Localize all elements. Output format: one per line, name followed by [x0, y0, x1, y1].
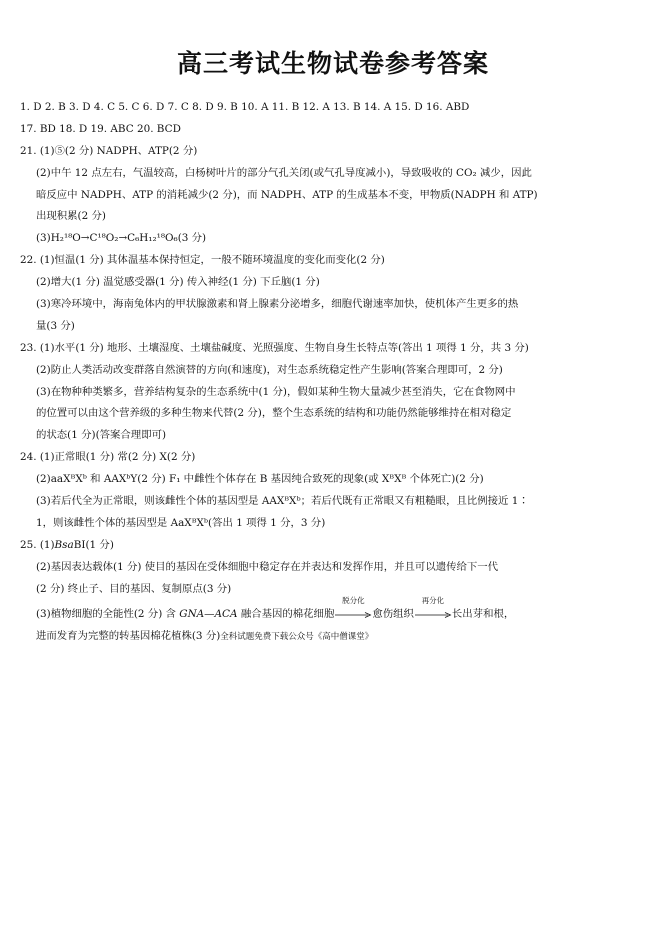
- q21-part2-line2: 暗反应中 NADPH、ATP 的消耗减少(2 分)，而 NADPH、ATP 的生成基本不变，甲物质(NADPH 和 ATP): [36, 188, 538, 201]
- watermark-text: 全科试题免费下载公众号《高中僧课堂》: [220, 632, 374, 643]
- mc-answers-line-1: 1. D 2. B 3. D 4. C 5. C 6. D 7. C 8. D 9. B 10. A 11. B 12. A 13. B 14. A 15. D 16. ABD: [20, 101, 470, 113]
- arrow-right-icon: [415, 612, 451, 618]
- q24-part3-line2: 1，则该雌性个体的基因型是 AaXᴮXᵇ(答出 1 项得 1 分，3 分): [36, 516, 326, 529]
- q24-part1: 24. (1)正常眼(1 分) 常(2 分) X(2 分): [20, 451, 196, 464]
- q25-part3-text-c: 愈伤组织: [372, 608, 414, 621]
- q25-part3-line2: [20, 626, 646, 648]
- dedifferentiation-arrow: [335, 596, 371, 621]
- q24-part2: (2)aaXᴮXᵇ 和 AAXᵇY(2 分) F₁ 中雌性个体存在 B 基因纯合致死的现象(或 XᴮXᴮ 个体死亡)(2 分): [36, 473, 484, 486]
- mc-answers-line-2: 17. BD 18. D 19. ABC 20. BCD: [20, 122, 181, 135]
- redifferentiation-arrow: [415, 596, 451, 621]
- q24-part3-line1: (3)若后代全为正常眼，则该雌性个体的基因型是 AAXᴮXᵇ；若后代既有正常眼又有粗糙眼，且比例接近 1∶: [36, 495, 529, 508]
- q22-part2: (2)增大(1 分) 温觉感受器(1 分) 传入神经(1 分) 下丘脑(1 分): [36, 276, 320, 289]
- q23-part1: 23. (1)水平(1 分) 地形、土壤湿度、土壤盐碱度、光照强度、生物自身生长特点等(答出 1 项得 1 分，共 3 分): [20, 341, 529, 354]
- q25-part1: [20, 535, 646, 557]
- answer-body: [20, 97, 646, 648]
- q25-part1-suffix: BⅠ(1 分): [73, 538, 114, 551]
- q22-part1: 22. (1)恒温(1 分) 其体温基本保持恒定，一般不随环境温度的变化而变化(2 分): [20, 254, 385, 267]
- q25-part2-line2: (2 分) 终止子、目的基因、复制原点(3 分): [36, 582, 232, 595]
- q25-part3-text-d: 长出芽和根，: [451, 608, 515, 621]
- page-title: 高三考试生物试卷参考答案: [176, 49, 489, 78]
- q21-part2-line1: (2)中午 12 点左右，气温较高，白杨树叶片的部分气孔关闭(或气孔导度减小)，导致吸收的 CO₂ 减少，因此: [36, 166, 532, 179]
- q22-part3-line1: (3)寒冷环境中，海南兔体内的甲状腺激素和肾上腺素分泌增多，细胞代谢速率加快，使机体产生更多的热: [36, 298, 519, 311]
- q21-part1: 21. (1)⑤(2 分) NADPH、ATP(2 分): [20, 144, 198, 157]
- q23-part3-line1: (3)在物种种类繁多，营养结构复杂的生态系统中(1 分)，假如某种生物大量减少甚至消失，它在食物网中: [36, 385, 516, 398]
- q25-enzyme-italic: Bsa: [54, 538, 74, 551]
- q25-gene-italic: GNA—ACA: [179, 608, 238, 621]
- q25-part1-prefix: 25. (1): [20, 538, 55, 551]
- q25-part3-text-b: 融合基因的棉花细胞: [237, 608, 335, 621]
- arrow-right-icon: [335, 612, 371, 618]
- q25-part3-text-e: 进而发育为完整的转基因棉花植株(3 分): [36, 630, 221, 643]
- q23-part2: (2)防止人类活动改变群落自然演替的方向(和速度)，对生态系统稳定性产生影响(答案合理即可，2 分): [36, 363, 503, 376]
- q22-part3-line2: 量(3 分): [36, 319, 75, 332]
- q21-part3: (3)H₂¹⁸O→C¹⁸O₂→C₆H₁₂¹⁸O₆(3 分): [36, 232, 207, 245]
- q25-part2-line1: (2)基因表达载体(1 分) 使目的基因在受体细胞中稳定存在并表达和发挥作用，并且可以遗传给下一代: [36, 560, 499, 573]
- q23-part3-line2: 的位置可以由这个营养级的多种生物来代替(2 分)，整个生态系统的结构和功能仍然能够维持在相对稳定: [36, 407, 512, 420]
- q21-part2-line3: 出现积累(2 分): [36, 210, 106, 223]
- q25-part3-text-a: (3)植物细胞的全能性(2 分) 含: [36, 608, 180, 621]
- redifferentiation-label: 再分化: [421, 596, 445, 606]
- dedifferentiation-label: 脱分化: [342, 596, 365, 606]
- q25-part3-line1: [20, 596, 646, 626]
- q23-part3-line3: 的状态(1 分)(答案合理即可): [36, 429, 167, 442]
